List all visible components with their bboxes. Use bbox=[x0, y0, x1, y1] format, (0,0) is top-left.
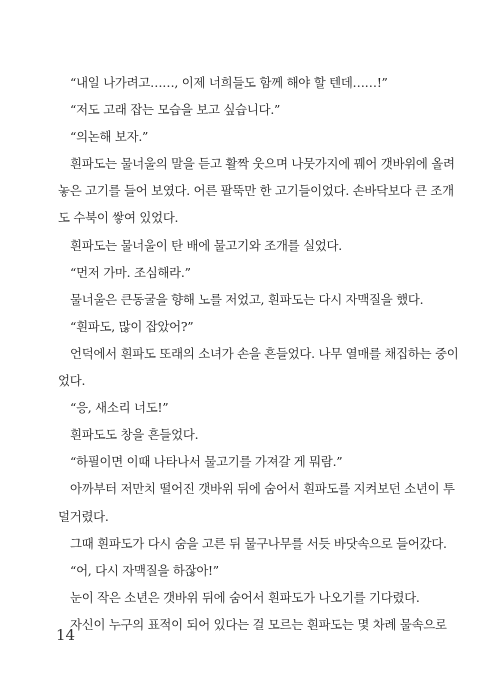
text-line: 덜거렸다. bbox=[58, 508, 109, 524]
text-line: 눈이 작은 소년은 갯바위 뒤에 숨어서 흰파도가 나오기를 기다렸다. bbox=[70, 589, 420, 605]
body-text bbox=[58, 69, 459, 638]
text-line: “먼저 가마. 조심해라.” bbox=[70, 264, 191, 280]
text-line: 흰파도도 창을 흔들었다. bbox=[70, 427, 199, 443]
text-line: “응, 새소리 너도!” bbox=[70, 400, 169, 416]
text-line: “저도 고래 잡는 모습을 보고 싶습니다.” bbox=[70, 102, 281, 118]
text-line: 도 수북이 쌓여 있었다. bbox=[58, 210, 179, 226]
text-line: 물너울은 큰동굴을 향해 노를 저었고, 흰파도는 다시 자맥질을 했다. bbox=[70, 291, 424, 307]
text-line: 었다. bbox=[58, 373, 86, 389]
text-line: 흰파도는 물너울이 탄 배에 물고기와 조개를 실었다. bbox=[70, 237, 342, 253]
text-line: “흰파도, 많이 잡았어?” bbox=[70, 318, 194, 334]
text-line: 언덕에서 흰파도 또래의 소녀가 손을 흔들었다. 나무 열매를 채집하는 중이 bbox=[70, 345, 459, 361]
text-line: 그때 흰파도가 다시 숨을 고른 뒤 물구나무를 서듯 바닷속으로 들어갔다. bbox=[70, 535, 447, 551]
text-line: 놓은 고기를 들어 보였다. 어른 팔뚝만 한 고기들이었다. 손바닥보다 큰 조개 bbox=[58, 183, 454, 199]
text-line: “하필이면 이때 나타나서 물고기를 가져갈 게 뭐람.” bbox=[70, 454, 343, 470]
text-line: “어, 다시 자맥질을 하잖아!” bbox=[70, 562, 219, 578]
text-line: “내일 나가려고……, 이제 너희들도 함께 해야 할 텐데……!” bbox=[70, 75, 388, 90]
page-number: 14 bbox=[56, 626, 76, 644]
text-line: “의논해 보자.” bbox=[70, 129, 149, 145]
text-line: 자신이 누구의 표적이 되어 있다는 걸 모르는 흰파도는 몇 차례 물속으로 bbox=[70, 616, 447, 632]
text-line: 아까부터 저만치 떨어진 갯바위 뒤에 숨어서 흰파도를 지켜보던 소년이 투 bbox=[70, 481, 455, 497]
text-line: 흰파도는 물너울의 말을 듣고 활짝 웃으며 나뭇가지에 꿰어 갯바위에 올려 bbox=[70, 156, 455, 172]
